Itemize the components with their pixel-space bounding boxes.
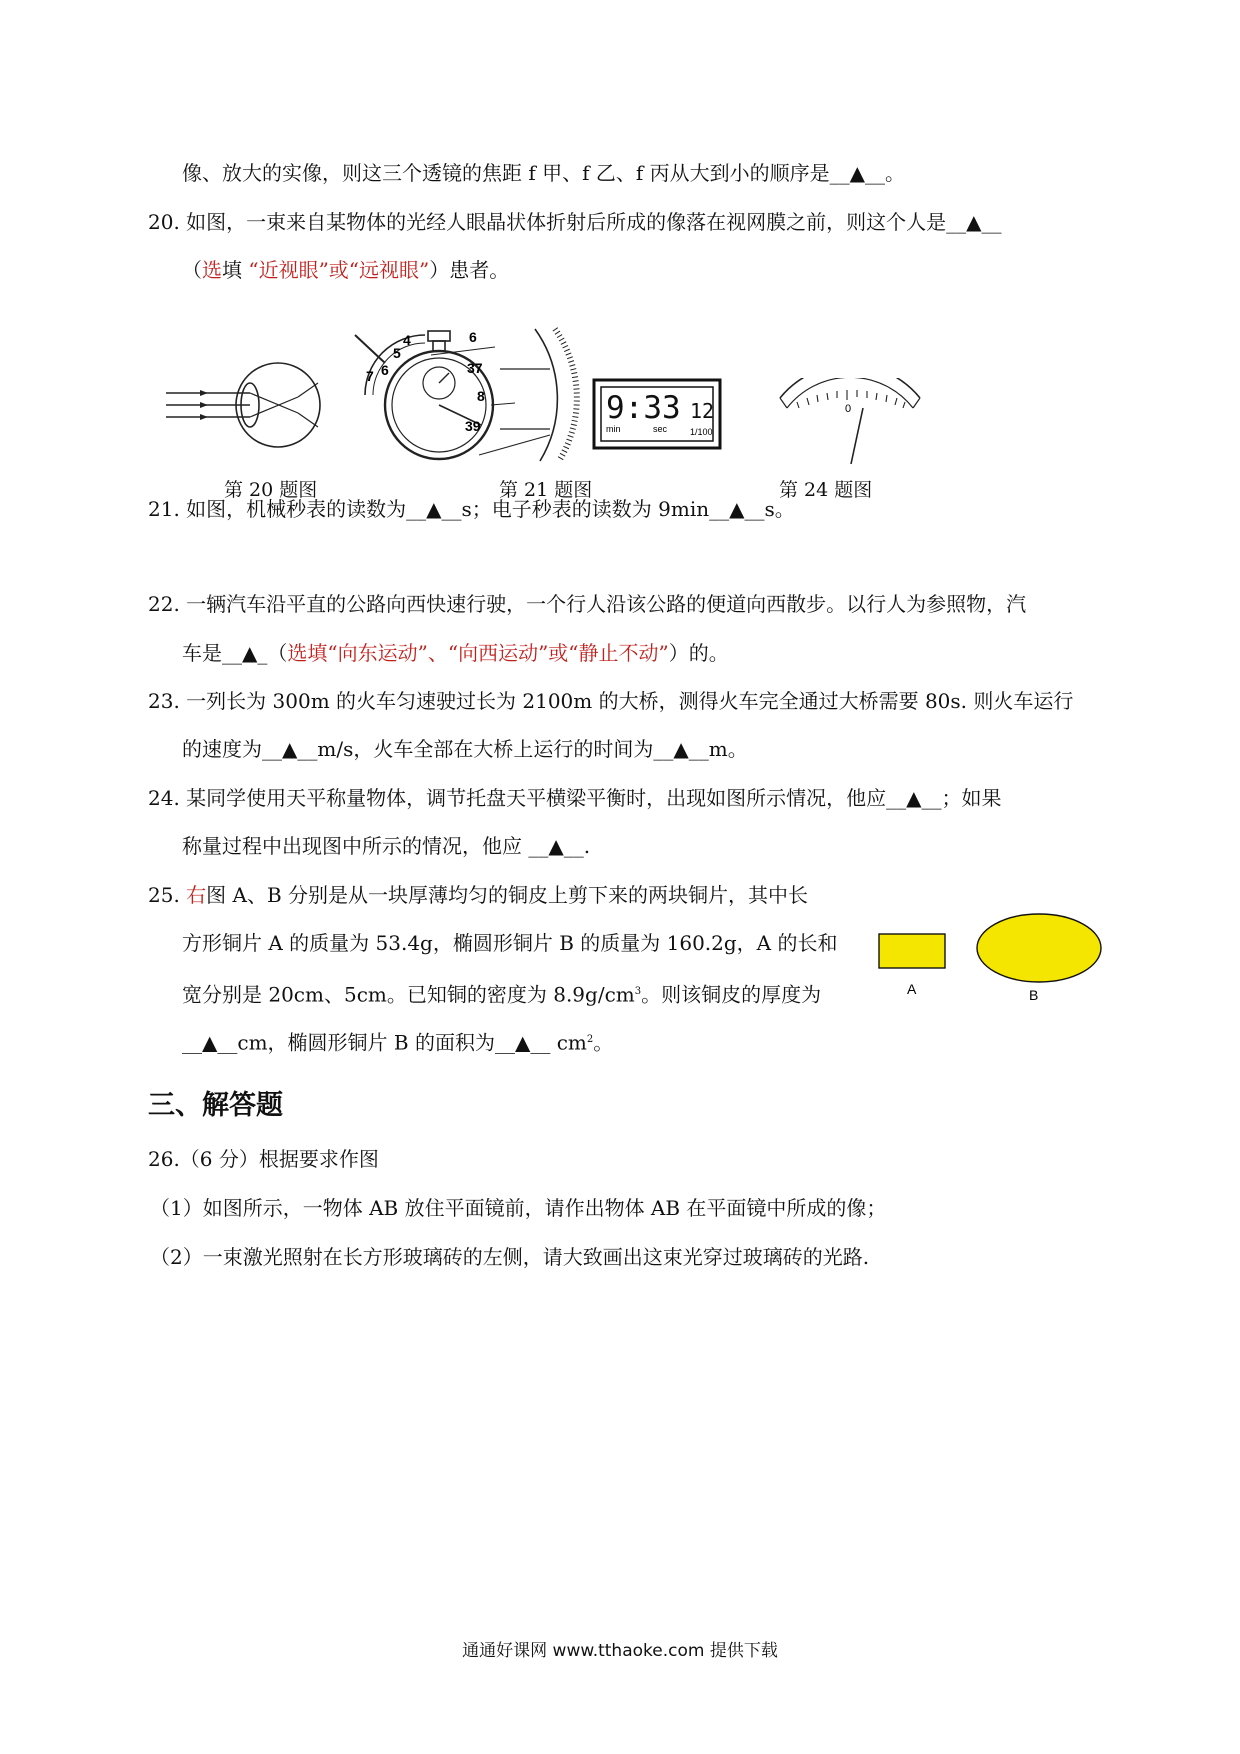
q26-title: 26.（6 分）根据要求作图 <box>148 1147 379 1171</box>
q25-sup2: 2 <box>586 1034 594 1045</box>
dial-num-4: 4 <box>403 332 411 348</box>
q25-line1 <box>148 882 808 908</box>
dial-num-7: 7 <box>366 368 374 384</box>
q25-line1-rest: 图 A、B 分别是从一块厚薄均匀的铜皮上剪下来的两块铜片，其中长 <box>206 883 809 907</box>
caption-fig21: 第 21 题图 <box>495 478 596 502</box>
copper-pieces-diagram <box>875 910 1105 1010</box>
q20-options: “近视眼”或“远视眼” <box>248 258 430 282</box>
q25-line3-post: 。则该铜皮的厚度为 <box>641 982 822 1007</box>
q24-line1: 24. 某同学使用天平称量物体，调节托盘天平横梁平衡时，出现如图所示情况，他应__▲__；如果 <box>148 786 1002 810</box>
caption-fig20: 第 20 题图 <box>220 478 321 502</box>
section-title-answers: 三、解答题 <box>148 1090 283 1121</box>
scale-num-6: 6 <box>469 329 477 345</box>
stopwatch-diagram <box>345 325 590 465</box>
copper-rect-a <box>879 934 945 968</box>
q23-line2: 的速度为__▲__m/s，火车全部在大桥上运行的时间为__▲__m。 <box>182 737 748 761</box>
q22-line1: 22. 一辆汽车沿平直的公路向西快速行驶，一个行人沿该公路的便道向西散步。以行人为参照物，汽 <box>148 592 1027 616</box>
digital-sec-label: sec <box>653 424 668 434</box>
q25-line2: 方形铜片 A 的质量为 53.4g，椭圆形铜片 B 的质量为 160.2g，A 的长和 <box>182 931 838 955</box>
q25-line4-post: 。 <box>593 1030 614 1055</box>
dial-num-6: 6 <box>381 362 389 378</box>
page-footer: 通通好课网 www.tthaoke.com 提供下载 <box>462 1641 778 1661</box>
q20-tian: 填 <box>222 258 249 282</box>
balance-pointer-diagram <box>775 378 925 468</box>
digital-main: 9:33 <box>606 390 681 426</box>
digital-min-label: min <box>606 424 621 434</box>
q25-line4 <box>182 1027 613 1056</box>
q25-line3 <box>182 979 821 1008</box>
label-b: B <box>1029 987 1039 1003</box>
q25-sup3: 3 <box>634 986 642 997</box>
q20-line1: 20. 如图，一束来自某物体的光经人眼晶状体折射后所成的像落在视网膜之前，则这个人是__▲__ <box>148 210 1002 234</box>
q23-line1: 23. 一列长为 300m 的火车匀速驶过长为 2100m 的大桥，测得火车完全通过大桥需要 80s. 则火车运行 <box>148 689 1074 713</box>
q25-red-you: 右 <box>186 883 207 907</box>
eye-diagram <box>160 355 340 455</box>
q25-line4-pre: __▲__cm，椭圆形铜片 B 的面积为__▲__ cm <box>182 1030 587 1055</box>
label-a: A <box>907 981 917 997</box>
digital-fraction: 12 <box>690 399 715 423</box>
q22-line2 <box>182 640 729 666</box>
q25-line3-pre: 宽分别是 20cm、5cm。已知铜的密度为 8.9g/cm <box>182 982 635 1007</box>
scale-num-37: 37 <box>467 360 483 376</box>
q20-paren-open: （ <box>182 258 202 282</box>
copper-ellipse-b <box>977 914 1101 982</box>
q21-line: 21. 如图，机械秒表的读数为__▲__s；电子秒表的读数为 9min__▲__s。 <box>148 497 795 521</box>
scale-num-39: 39 <box>465 418 481 434</box>
balance-zero: 0 <box>845 403 852 415</box>
q20-tail: ）患者。 <box>429 258 510 282</box>
digital-unit-label: 1/100 <box>690 427 713 437</box>
q24-line2: 称量过程中出现图中所示的情况，他应 __▲__. <box>182 834 591 858</box>
q22-post: ）的。 <box>668 641 729 665</box>
caption-fig24: 第 24 题图 <box>775 478 876 502</box>
digital-stopwatch <box>592 378 722 450</box>
q20-line2 <box>182 257 509 283</box>
q26-item1: （1）如图所示，一物体 AB 放住平面镜前，请作出物体 AB 在平面镜中所成的像； <box>150 1196 887 1220</box>
dial-num-5: 5 <box>393 345 401 361</box>
q20-red-xuan: 选 <box>202 258 222 282</box>
q19-tail: 像、放大的实像，则这三个透镜的焦距 f 甲、f 乙、f 丙从大到小的顺序是__▲__。 <box>182 161 906 185</box>
q26-item2: （2）一束激光照射在长方形玻璃砖的左侧，请大致画出这束光穿过玻璃砖的光路. <box>150 1245 870 1269</box>
q22-pre: 车是__▲_（ <box>182 641 288 665</box>
q25-num: 25. <box>148 883 187 907</box>
q22-options: 选填“向东运动”、“向西运动”或“静止不动” <box>287 641 669 665</box>
scale-num-8: 8 <box>477 388 485 404</box>
